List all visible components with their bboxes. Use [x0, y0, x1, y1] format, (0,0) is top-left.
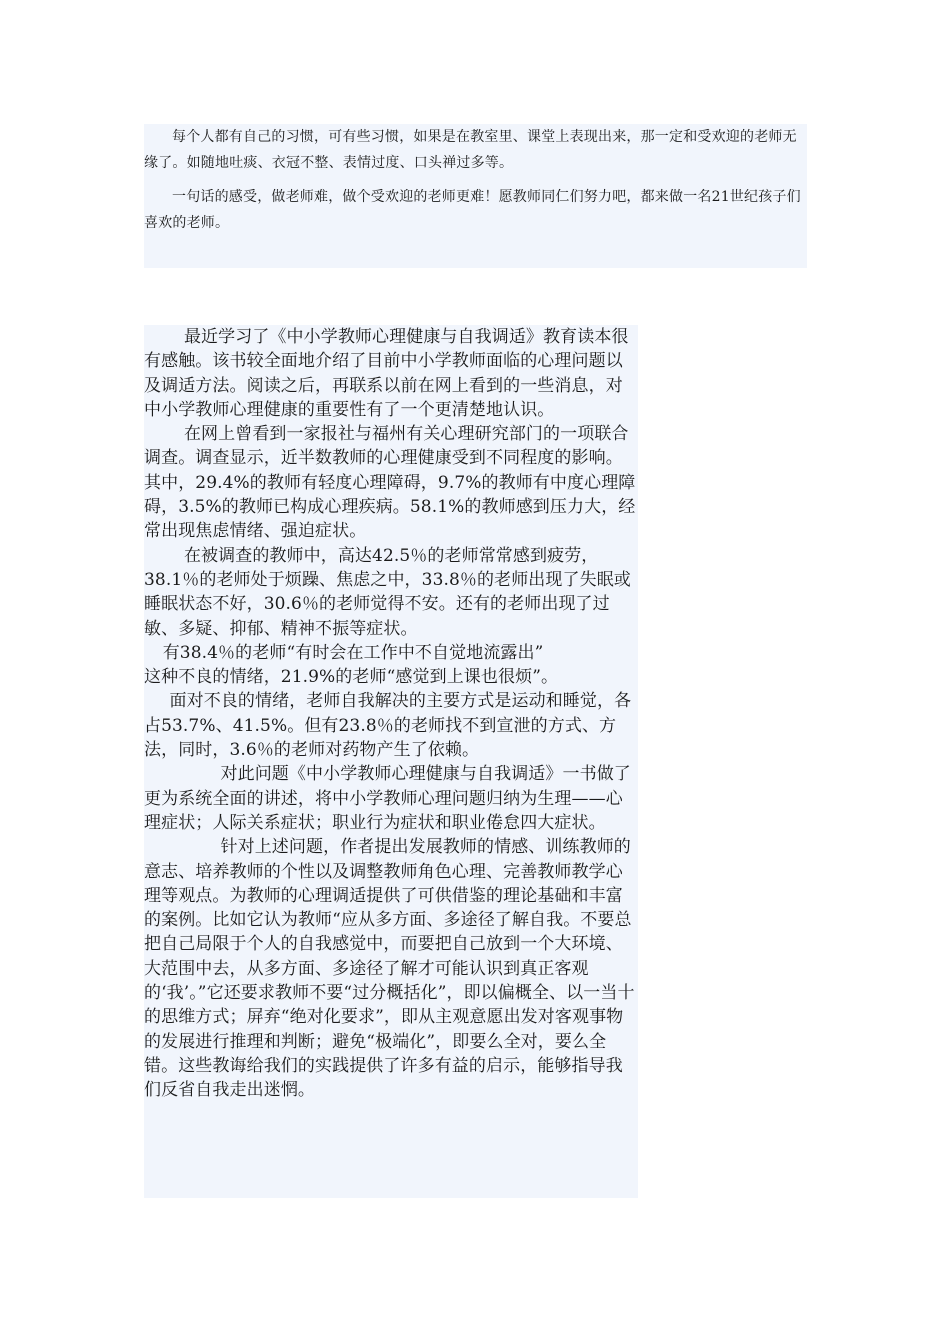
article-paragraph-8: 针对上述问题，作者提出发展教师的情感、训练教师的意志、培养教师的个性以及调整教师角色心理、完善教师教学心理等观点。为教师的心理调适提供了可供借鉴的理论基础和丰富的案例。比如它认为教师“应从多方面、多途径了解自我。不要总把自己局限于个人的自我感觉中，而要把自己放到一个大环境、大范围中去，从多方面、多途径了解才可能认识到真正客观的‘我’。”它还要求教师不要“过分概括化”，即以偏概全、以一当十的思维方式；屏弃“绝对化要求”，即从主观意愿出发对客观事物的发展进行推理和判断；避免“极端化”，即要么全对，要么全错。这些教诲给我们的实践提供了许多有益的启示，能够指导我们反省自我走出迷惘。 [144, 837, 635, 1101]
intro-text-block [144, 124, 807, 268]
intro-paragraph-1: 每个人都有自己的习惯，可有些习惯，如果是在教室里、课堂上表现出来，那一定和受欢迎的老师无缘了。如随地吐痰、衣冠不整、表情过度、口头禅过多等。 [144, 129, 797, 171]
article-paragraph-1: 最近学习了《中小学教师心理健康与自我调适》教育读本很有感触。该书较全面地介绍了目前中小学教师面临的心理问题以及调适方法。阅读之后，再联系以前在网上看到的一些消息，对中小学教师心理健康的重要性有了一个更清楚地认识。 [144, 327, 629, 420]
article-text-block [144, 325, 638, 1198]
article-paragraph-2: 在网上曾看到一家报社与福州有关心理研究部门的一项联合调查。调查显示，近半数教师的心理健康受到不同程度的影响。其中，29.4%的教师有轻度心理障碍，9.7%的教师有中度心理障碍，3.5%的教师已构成心理疾病。58.1%的教师感到压力大，经常出现焦虑情绪、强迫症状。 [144, 424, 636, 542]
article-paragraph-4: 有38.4％的老师“有时会在工作中不自觉地流露出” [162, 642, 544, 663]
article-paragraph-3: 在被调查的教师中，高达42.5％的老师常常感到疲劳，38.1％的老师处于烦躁、焦虑之中，33.8％的老师出现了失眠或睡眠状态不好，30.6％的老师觉得不安。还有的老师出现了过敏、多疑、抑郁、精神不振等症状。 [144, 545, 631, 639]
intro-paragraph-2: 一句话的感受，做老师难，做个受欢迎的老师更难！愿教师同仁们努力吧，都来做一名21世纪孩子们喜欢的老师。 [144, 189, 801, 231]
article-paragraph-6: 面对不良的情绪，老师自我解决的主要方式是运动和睡觉，各占53.7%、41.5%。但有23.8％的老师找不到宣泄的方式、方法，同时，3.6％的老师对药物产生了依赖。 [144, 691, 632, 761]
article-paragraph-7: 对此问题《中小学教师心理健康与自我调适》一书做了更为系统全面的讲述，将中小学教师心理问题归纳为生理——心理症状；人际关系症状；职业行为症状和职业倦怠四大症状。 [144, 764, 631, 833]
article-paragraph-5: 这种不良的情绪，21.9%的老师“感觉到上课也很烦”。 [144, 667, 559, 688]
